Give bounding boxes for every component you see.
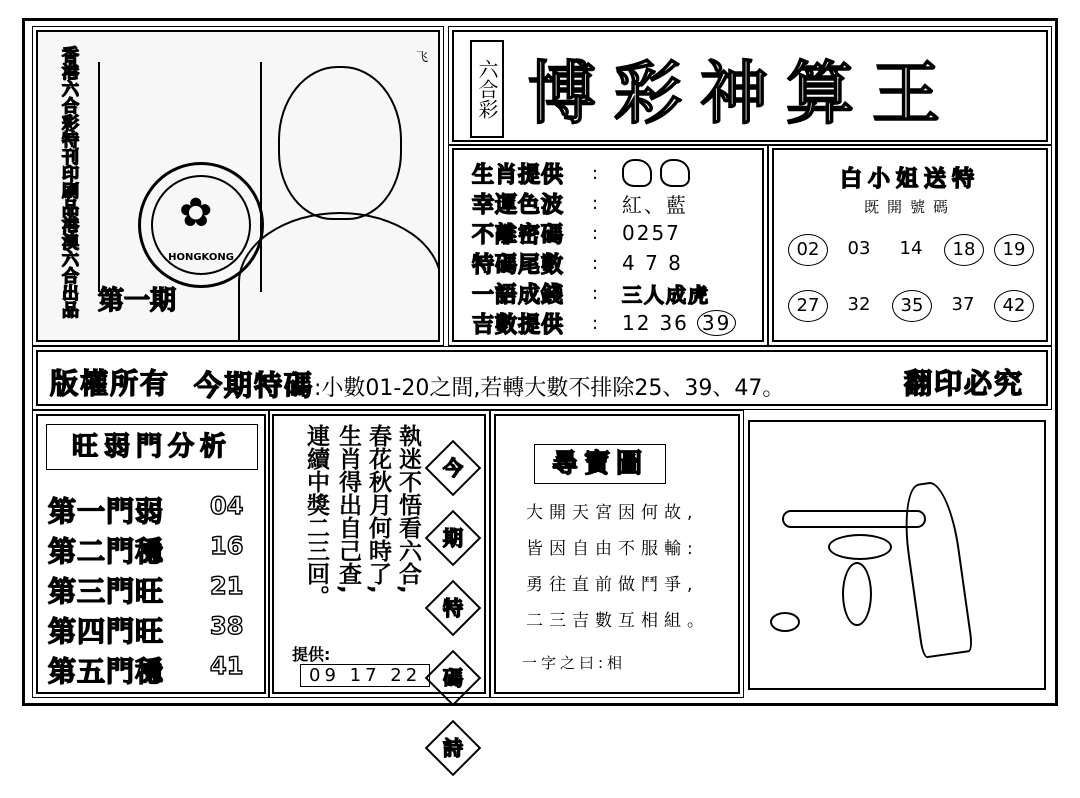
photo-panel [36,30,440,342]
poem-title-diamond [425,580,482,637]
info-colon: : [592,162,599,184]
title-panel [452,30,1048,142]
treasure-line: 勇往直前做鬥爭, [526,575,699,595]
riddle-drawing [748,420,1046,690]
info-row-color [472,190,688,216]
number-ball: 18 [944,234,984,266]
treasure-line: 大開天宮因何故, [526,503,699,523]
poem-title-char: 特 [443,596,463,620]
number-ball: 32 [847,294,871,315]
info-colon: : [592,252,599,274]
woman-shoulder-illustration [238,212,440,342]
gate-row-value: 16 [210,532,244,560]
poem-column: 春花秋月何時了, [365,424,391,594]
poem-panel [272,414,486,760]
gate-row-label: 第五門穩 [48,655,165,688]
info-value: 0257 [622,221,681,245]
gate-row-value: 04 [210,492,244,520]
copyright-label: 版權所有 [50,367,171,400]
info-value: 4 7 8 [622,251,683,275]
gate-row-value: 38 [210,612,244,640]
lucky-number: 36 [659,311,689,335]
number-ball: 37 [951,294,975,315]
info-label: 幸運色波 [472,192,565,218]
info-label: 特碼尾數 [472,252,565,278]
branch-illustration [782,510,926,528]
treasure-footer: 一字之曰:相 [522,654,627,672]
numbers-panel [772,148,1048,342]
treasure-line: 二三吉數互相組。 [526,611,710,631]
woman-face-illustration [278,66,402,220]
tree-illustration [898,479,974,659]
gate-analysis-panel [36,414,266,694]
dog-icon [622,159,652,187]
main-title: 博彩神算王 [528,55,959,134]
poem-title-diamond [425,720,482,777]
info-colon: : [592,282,599,304]
poem-title-diamond [425,650,482,707]
corner-mark: 飞 [415,50,428,64]
gate-row-label: 第一門弱 [48,495,165,528]
info-label: 吉數提供 [472,312,565,338]
special-banner [36,350,1048,406]
info-value: 紅、藍 [622,192,688,217]
period-label: 第一期 [98,286,177,316]
special-code-text: :小數01-20之間,若轉大數不排除25、39、47。 [314,376,785,401]
info-row-phrase [472,280,710,306]
treasure-line: 皆因自由不服輸: [526,539,699,559]
dog-icon [660,159,690,187]
poem-title-char: 今 [443,456,463,480]
poem-column: 連續中獎二三回。 [303,424,329,608]
poem-title-diamond [425,510,482,567]
snake-illustration [842,562,872,626]
emblem-text: HONGKONG [168,252,234,263]
poem-title-char: 詩 [443,736,463,760]
gate-row-value: 41 [210,652,244,680]
info-label: 不離密碼 [472,222,565,248]
gate-row-label: 第三門旺 [48,575,165,608]
lucky-number: 39 [697,310,736,336]
poem-column: 執迷不悟看六合, [395,424,421,594]
number-ball: 19 [994,234,1034,266]
number-ball: 35 [892,290,932,322]
info-row-code [472,220,681,246]
poem-title-char: 碼 [443,666,463,690]
info-label: 一語成錢 [472,282,565,308]
info-row-zodiac [472,160,698,186]
six-label: 六合彩 [470,40,504,138]
gate-row-label: 第二門穩 [48,535,165,568]
poem-column: 生肖得出自己查, [335,424,361,594]
number-ball: 02 [788,234,828,266]
poem-title-diamond [425,440,482,497]
number-ball: 14 [899,238,923,259]
special-code-line [194,364,784,404]
lucky-number: 12 [622,311,652,335]
info-label: 生肖提供 [472,162,565,188]
poem-title-diamonds [426,434,476,798]
special-code-label: 今期特碼 [194,369,315,402]
info-row-lucky [472,310,744,336]
provide-numbers: 09 17 22 [300,664,430,687]
info-panel [452,148,764,342]
vertical-title: 香港六合彩特刊印刷品港澳六合出品 [58,46,78,318]
no-reprint-label: 翻印必究 [903,367,1024,400]
treasure-title: 尋寶圖 [534,444,666,484]
gate-row-label: 第四門旺 [48,615,165,648]
numbers-title: 白小姐送特 [839,167,980,192]
number-ball: 03 [847,238,871,259]
bauhinia-icon: ✿ [179,190,213,236]
hat-illustration [828,534,892,560]
info-value: 三人成虎 [622,282,710,307]
info-row-tail [472,250,683,276]
numbers-subtitle: 既開號碼 [863,198,956,216]
number-ball: 42 [994,290,1034,322]
info-colon: : [592,312,599,334]
stone-illustration [770,612,800,632]
number-ball: 27 [788,290,828,322]
info-colon: : [592,222,599,244]
treasure-map-panel [494,414,740,694]
gate-row-value: 21 [210,572,244,600]
info-colon: : [592,192,599,214]
provide-label: 提供: [292,645,331,664]
gate-title: 旺弱門分析 [46,424,258,470]
poem-title-char: 期 [443,526,463,550]
